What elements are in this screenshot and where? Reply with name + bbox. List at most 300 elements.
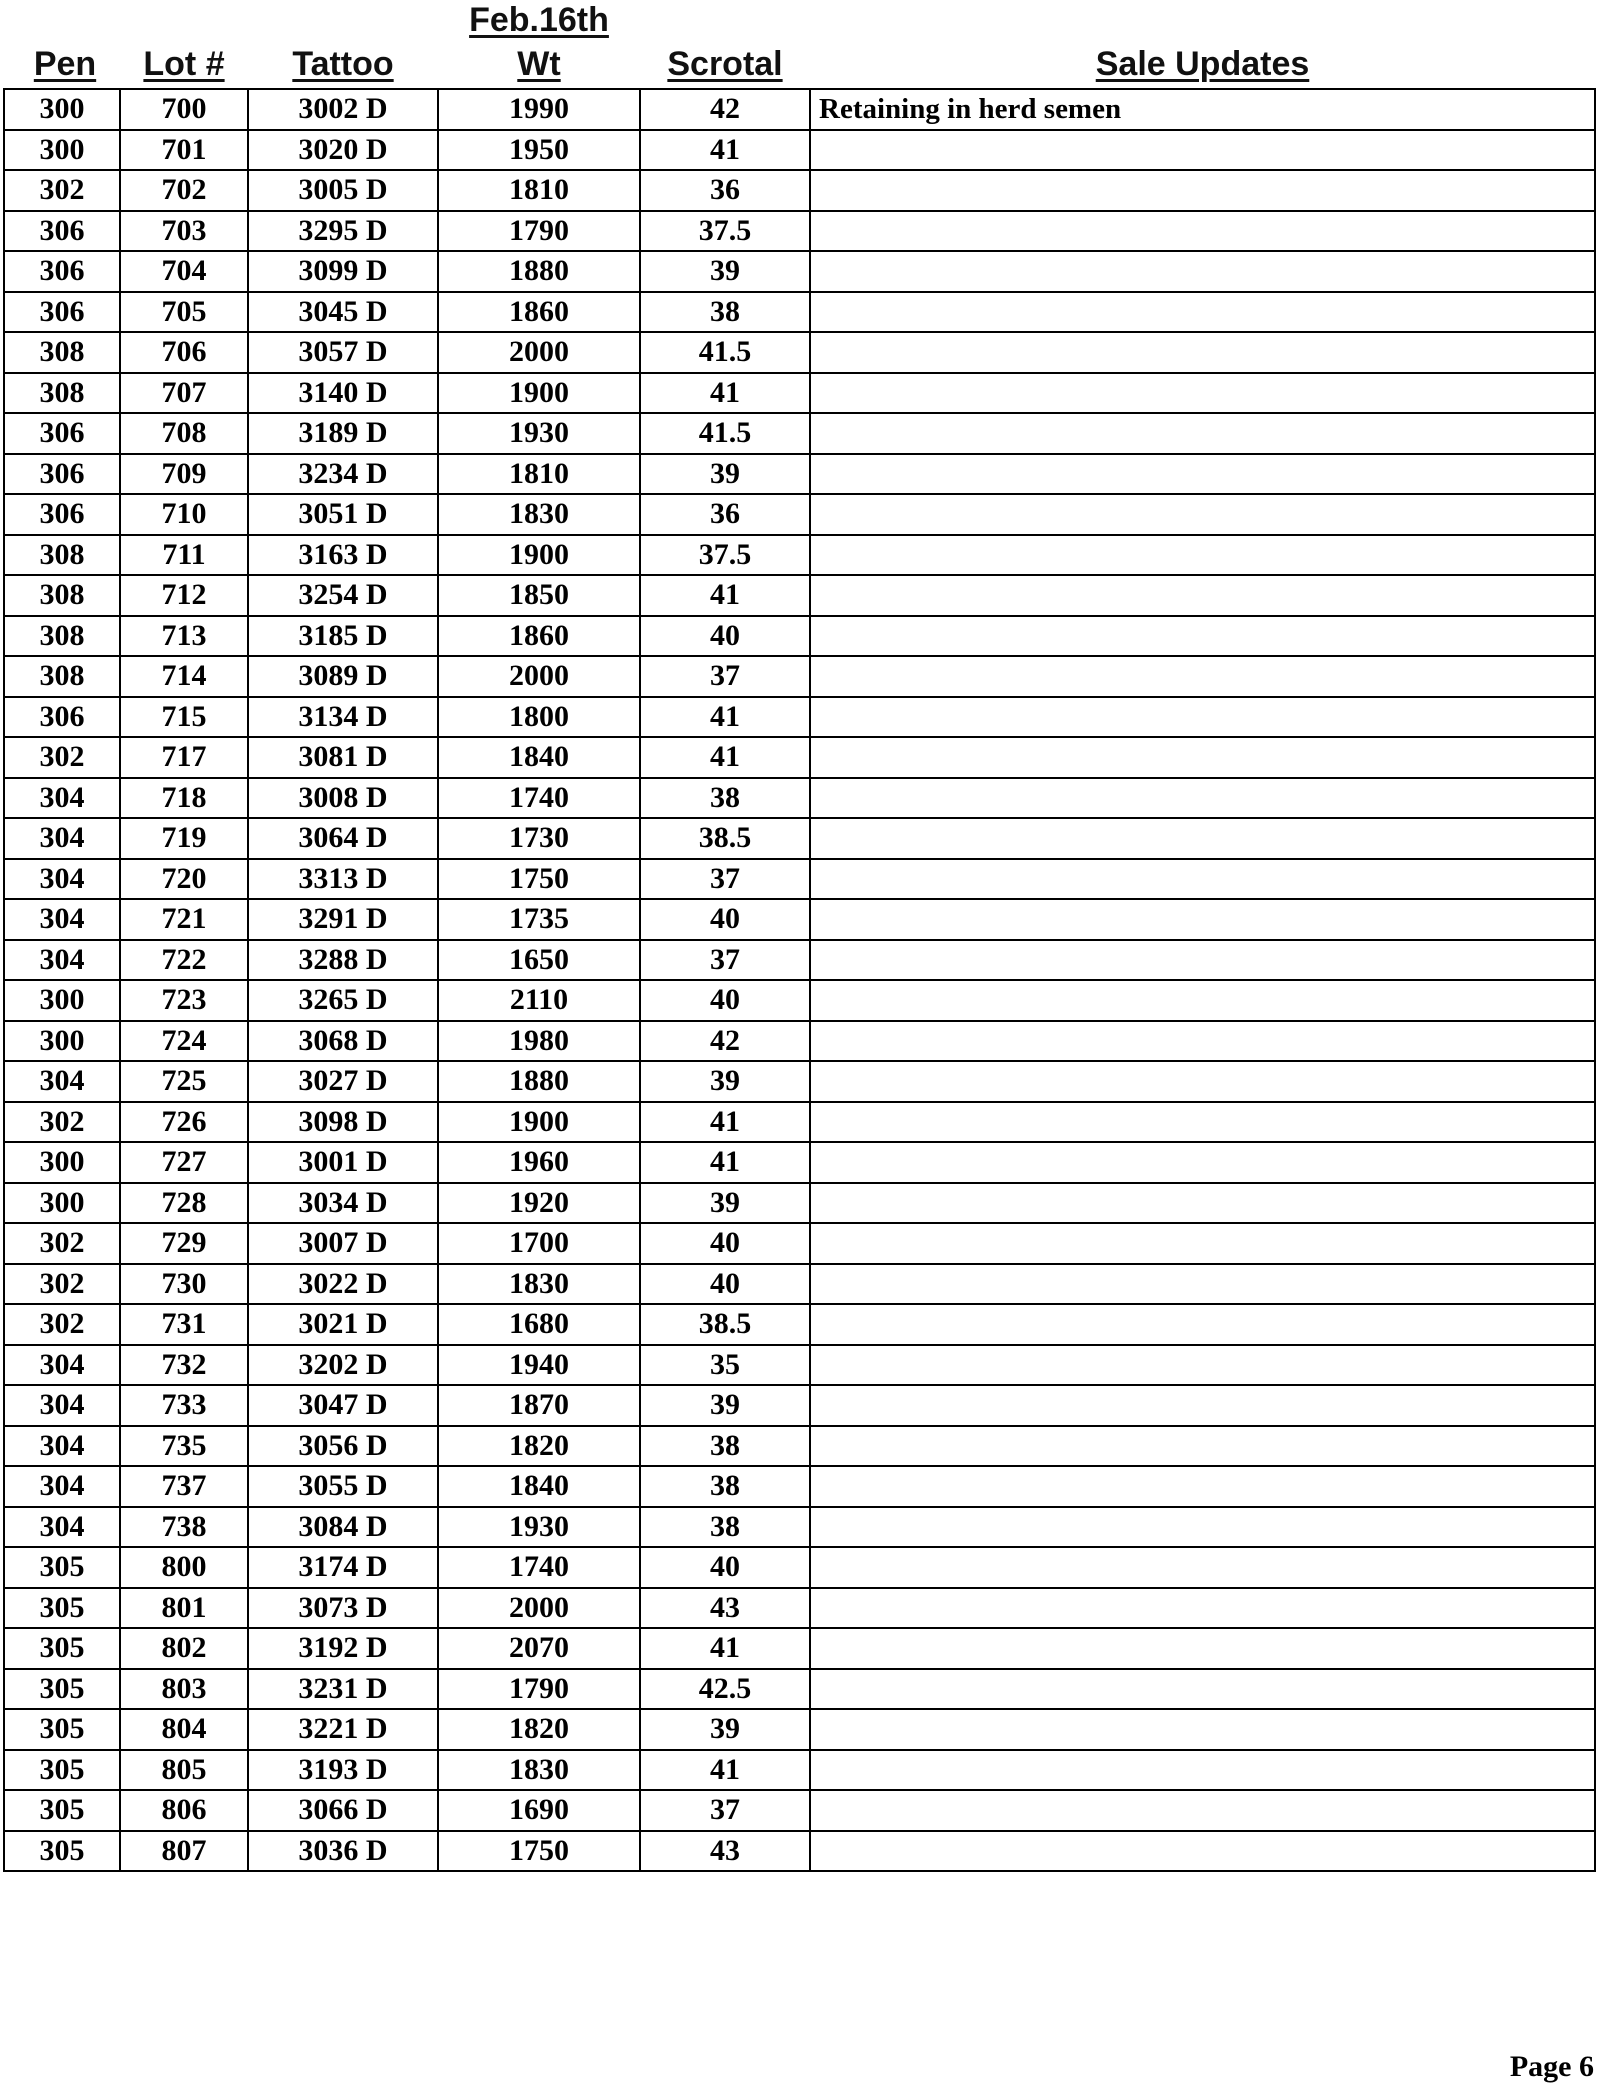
lot-cell: 806 [120, 1790, 248, 1831]
weight-cell: 1740 [438, 778, 640, 819]
scrotal-cell: 41.5 [640, 413, 810, 454]
pen-cell: 308 [4, 656, 120, 697]
weight-cell: 1850 [438, 575, 640, 616]
table-row [4, 170, 1595, 211]
table-row [4, 1709, 1595, 1750]
scrotal-cell: 37 [640, 940, 810, 981]
lot-cell: 710 [120, 494, 248, 535]
weight-cell: 1900 [438, 373, 640, 414]
tattoo-cell: 3073 D [248, 1588, 438, 1629]
lot-cell: 726 [120, 1102, 248, 1143]
pen-cell: 306 [4, 251, 120, 292]
scrotal-cell: 38 [640, 292, 810, 333]
sale-update-cell [810, 1750, 1595, 1791]
weight-cell: 1880 [438, 251, 640, 292]
tattoo-cell: 3057 D [248, 332, 438, 373]
table-row [4, 616, 1595, 657]
sale-update-cell [810, 1507, 1595, 1548]
tattoo-cell: 3192 D [248, 1628, 438, 1669]
weight-cell: 1860 [438, 292, 640, 333]
scrotal-cell: 39 [640, 1061, 810, 1102]
table-row [4, 1223, 1595, 1264]
sale-update-cell [810, 1385, 1595, 1426]
sale-update-cell [810, 1183, 1595, 1224]
tattoo-cell: 3291 D [248, 899, 438, 940]
table-row [4, 737, 1595, 778]
pen-cell: 302 [4, 737, 120, 778]
sale-update-cell [810, 940, 1595, 981]
pen-cell: 306 [4, 454, 120, 495]
weight-cell: 1810 [438, 170, 640, 211]
scrotal-cell: 39 [640, 454, 810, 495]
lot-cell: 714 [120, 656, 248, 697]
tattoo-cell: 3234 D [248, 454, 438, 495]
tattoo-cell: 3134 D [248, 697, 438, 738]
weight-cell: 1840 [438, 1466, 640, 1507]
pen-cell: 300 [4, 1021, 120, 1062]
tattoo-cell: 3313 D [248, 859, 438, 900]
weight-cell: 1735 [438, 899, 640, 940]
scrotal-cell: 40 [640, 980, 810, 1021]
tattoo-cell: 3045 D [248, 292, 438, 333]
scrotal-cell: 41 [640, 373, 810, 414]
weight-cell: 1930 [438, 413, 640, 454]
sale-update-cell [810, 1426, 1595, 1467]
table-row [4, 1547, 1595, 1588]
lot-cell: 729 [120, 1223, 248, 1264]
weight-cell: 2110 [438, 980, 640, 1021]
scrotal-cell: 37 [640, 1790, 810, 1831]
pen-cell: 304 [4, 899, 120, 940]
pen-cell: 308 [4, 616, 120, 657]
pen-cell: 304 [4, 1385, 120, 1426]
table-row [4, 251, 1595, 292]
table-row [4, 1061, 1595, 1102]
lot-cell: 728 [120, 1183, 248, 1224]
lot-cell: 711 [120, 535, 248, 576]
sale-update-cell [810, 1669, 1595, 1710]
table-row [4, 1264, 1595, 1305]
table-row [4, 1304, 1595, 1345]
weight-cell: 1900 [438, 1102, 640, 1143]
pen-cell: 304 [4, 1507, 120, 1548]
tattoo-cell: 3098 D [248, 1102, 438, 1143]
weight-cell: 1650 [438, 940, 640, 981]
sale-update-cell [810, 1304, 1595, 1345]
weight-cell: 1690 [438, 1790, 640, 1831]
lot-cell: 737 [120, 1466, 248, 1507]
weight-cell: 1830 [438, 1264, 640, 1305]
sale-update-cell [810, 1709, 1595, 1750]
table-row [4, 1426, 1595, 1467]
sale-update-cell [810, 1061, 1595, 1102]
sale-update-cell [810, 373, 1595, 414]
tattoo-cell: 3288 D [248, 940, 438, 981]
tattoo-cell: 3002 D [248, 89, 438, 130]
weight-cell: 1820 [438, 1426, 640, 1467]
lot-cell: 731 [120, 1304, 248, 1345]
table-row [4, 656, 1595, 697]
tattoo-cell: 3007 D [248, 1223, 438, 1264]
lot-cell: 804 [120, 1709, 248, 1750]
tattoo-cell: 3068 D [248, 1021, 438, 1062]
pen-cell: 304 [4, 1466, 120, 1507]
header-wt-date: Feb.16th [469, 1, 609, 39]
lot-cell: 738 [120, 1507, 248, 1548]
lot-cell: 713 [120, 616, 248, 657]
weight-cell: 1990 [438, 89, 640, 130]
pen-cell: 308 [4, 575, 120, 616]
tattoo-cell: 3081 D [248, 737, 438, 778]
pen-cell: 305 [4, 1547, 120, 1588]
pen-cell: 305 [4, 1669, 120, 1710]
tattoo-cell: 3221 D [248, 1709, 438, 1750]
sale-update-cell [810, 1102, 1595, 1143]
pen-cell: 305 [4, 1709, 120, 1750]
lot-cell: 708 [120, 413, 248, 454]
pen-cell: 302 [4, 1264, 120, 1305]
table-row [4, 373, 1595, 414]
weight-cell: 2070 [438, 1628, 640, 1669]
tattoo-cell: 3084 D [248, 1507, 438, 1548]
sale-update-cell [810, 1628, 1595, 1669]
table-row [4, 778, 1595, 819]
table-row [4, 1790, 1595, 1831]
tattoo-cell: 3265 D [248, 980, 438, 1021]
lot-cell: 709 [120, 454, 248, 495]
weight-cell: 1870 [438, 1385, 640, 1426]
sale-update-cell: Retaining in herd semen [810, 89, 1595, 130]
sale-update-cell [810, 170, 1595, 211]
weight-cell: 1840 [438, 737, 640, 778]
tattoo-cell: 3036 D [248, 1831, 438, 1872]
lot-cell: 702 [120, 170, 248, 211]
table-row [4, 859, 1595, 900]
table-body [4, 89, 1595, 1871]
pen-cell: 306 [4, 413, 120, 454]
tattoo-cell: 3202 D [248, 1345, 438, 1386]
pen-cell: 300 [4, 980, 120, 1021]
header-scrotal: Scrotal [667, 45, 783, 83]
scrotal-cell: 36 [640, 170, 810, 211]
table-row [4, 1466, 1595, 1507]
tattoo-cell: 3089 D [248, 656, 438, 697]
tattoo-cell: 3034 D [248, 1183, 438, 1224]
scrotal-cell: 37.5 [640, 535, 810, 576]
weight-cell: 1830 [438, 1750, 640, 1791]
weight-cell: 1830 [438, 494, 640, 535]
weight-cell: 1750 [438, 1831, 640, 1872]
tattoo-cell: 3231 D [248, 1669, 438, 1710]
lot-cell: 725 [120, 1061, 248, 1102]
weight-cell: 2000 [438, 656, 640, 697]
sale-update-cell [810, 1831, 1595, 1872]
pen-cell: 300 [4, 130, 120, 171]
table-row [4, 1669, 1595, 1710]
sale-update-cell [810, 697, 1595, 738]
pen-cell: 306 [4, 211, 120, 252]
lot-cell: 803 [120, 1669, 248, 1710]
lot-cell: 706 [120, 332, 248, 373]
scrotal-cell: 35 [640, 1345, 810, 1386]
scrotal-cell: 43 [640, 1588, 810, 1629]
table-row [4, 89, 1595, 130]
table-row [4, 332, 1595, 373]
weight-cell: 2000 [438, 1588, 640, 1629]
sale-update-cell [810, 859, 1595, 900]
scrotal-cell: 39 [640, 251, 810, 292]
tattoo-cell: 3066 D [248, 1790, 438, 1831]
pen-cell: 300 [4, 89, 120, 130]
weight-cell: 1700 [438, 1223, 640, 1264]
tattoo-cell: 3022 D [248, 1264, 438, 1305]
weight-cell: 1820 [438, 1709, 640, 1750]
table-row [4, 1831, 1595, 1872]
scrotal-cell: 37 [640, 656, 810, 697]
weight-cell: 1680 [438, 1304, 640, 1345]
pen-cell: 305 [4, 1831, 120, 1872]
lot-cell: 703 [120, 211, 248, 252]
tattoo-cell: 3174 D [248, 1547, 438, 1588]
table-row [4, 130, 1595, 171]
lot-cell: 732 [120, 1345, 248, 1386]
header-wt: Wt [517, 45, 561, 83]
scrotal-cell: 40 [640, 1547, 810, 1588]
scrotal-cell: 37.5 [640, 211, 810, 252]
lot-cell: 735 [120, 1426, 248, 1467]
lot-cell: 724 [120, 1021, 248, 1062]
pen-cell: 308 [4, 332, 120, 373]
pen-cell: 304 [4, 940, 120, 981]
tattoo-cell: 3185 D [248, 616, 438, 657]
pen-cell: 302 [4, 1304, 120, 1345]
sale-update-cell [810, 818, 1595, 859]
weight-cell: 1940 [438, 1345, 640, 1386]
lot-cell: 700 [120, 89, 248, 130]
tattoo-cell: 3056 D [248, 1426, 438, 1467]
sale-update-cell [810, 737, 1595, 778]
weight-cell: 1960 [438, 1142, 640, 1183]
sale-update-cell [810, 1466, 1595, 1507]
scrotal-cell: 41.5 [640, 332, 810, 373]
table-row [4, 211, 1595, 252]
pen-cell: 302 [4, 1102, 120, 1143]
lot-cell: 718 [120, 778, 248, 819]
pen-cell: 305 [4, 1588, 120, 1629]
header-tattoo: Tattoo [292, 45, 394, 83]
lot-cell: 733 [120, 1385, 248, 1426]
table-row [4, 1142, 1595, 1183]
lot-cell: 800 [120, 1547, 248, 1588]
sale-update-cell [810, 616, 1595, 657]
header-lot: Lot # [143, 45, 225, 83]
scrotal-cell: 41 [640, 697, 810, 738]
tattoo-cell: 3193 D [248, 1750, 438, 1791]
pen-cell: 304 [4, 818, 120, 859]
weight-cell: 1730 [438, 818, 640, 859]
lot-cell: 721 [120, 899, 248, 940]
sale-update-cell [810, 1021, 1595, 1062]
table-row [4, 940, 1595, 981]
sale-update-cell [810, 899, 1595, 940]
pen-cell: 300 [4, 1183, 120, 1224]
lot-cell: 722 [120, 940, 248, 981]
lot-cell: 807 [120, 1831, 248, 1872]
sale-update-cell [810, 1345, 1595, 1386]
scrotal-cell: 41 [640, 1142, 810, 1183]
pen-cell: 306 [4, 494, 120, 535]
pen-cell: 302 [4, 1223, 120, 1264]
table-row [4, 454, 1595, 495]
weight-cell: 1880 [438, 1061, 640, 1102]
page-number: Page 6 [1509, 2050, 1594, 2083]
header-pen: Pen [33, 45, 97, 83]
sale-update-cell [810, 211, 1595, 252]
table-row [4, 535, 1595, 576]
sale-update-cell [810, 1790, 1595, 1831]
tattoo-cell: 3295 D [248, 211, 438, 252]
scrotal-cell: 40 [640, 1264, 810, 1305]
tattoo-cell: 3140 D [248, 373, 438, 414]
table-row [4, 575, 1595, 616]
tattoo-cell: 3021 D [248, 1304, 438, 1345]
scrotal-cell: 37 [640, 859, 810, 900]
weight-cell: 1750 [438, 859, 640, 900]
scrotal-cell: 38 [640, 1507, 810, 1548]
lot-cell: 805 [120, 1750, 248, 1791]
scrotal-cell: 43 [640, 1831, 810, 1872]
table-row [4, 1102, 1595, 1143]
scrotal-cell: 41 [640, 1628, 810, 1669]
scrotal-cell: 41 [640, 130, 810, 171]
weight-cell: 1980 [438, 1021, 640, 1062]
sale-update-cell [810, 332, 1595, 373]
tattoo-cell: 3027 D [248, 1061, 438, 1102]
bull-sale-table [3, 88, 1596, 1872]
table-row [4, 1345, 1595, 1386]
lot-cell: 730 [120, 1264, 248, 1305]
lot-cell: 720 [120, 859, 248, 900]
scrotal-cell: 42 [640, 89, 810, 130]
scrotal-cell: 40 [640, 899, 810, 940]
pen-cell: 300 [4, 1142, 120, 1183]
weight-cell: 1930 [438, 1507, 640, 1548]
sale-update-cell [810, 130, 1595, 171]
lot-cell: 712 [120, 575, 248, 616]
pen-cell: 304 [4, 1426, 120, 1467]
sale-update-cell [810, 292, 1595, 333]
pen-cell: 305 [4, 1790, 120, 1831]
sale-update-cell [810, 1588, 1595, 1629]
scrotal-cell: 40 [640, 616, 810, 657]
tattoo-cell: 3254 D [248, 575, 438, 616]
scrotal-cell: 41 [640, 1750, 810, 1791]
table-row [4, 1588, 1595, 1629]
scrotal-cell: 41 [640, 737, 810, 778]
pen-cell: 304 [4, 859, 120, 900]
sale-update-cell [810, 413, 1595, 454]
tattoo-cell: 3047 D [248, 1385, 438, 1426]
weight-cell: 1740 [438, 1547, 640, 1588]
header-sale-updates: Sale Updates [1095, 45, 1310, 83]
weight-cell: 1860 [438, 616, 640, 657]
weight-cell: 2000 [438, 332, 640, 373]
tattoo-cell: 3189 D [248, 413, 438, 454]
pen-cell: 306 [4, 292, 120, 333]
tattoo-cell: 3051 D [248, 494, 438, 535]
sale-update-cell [810, 778, 1595, 819]
sale-update-cell [810, 1264, 1595, 1305]
lot-cell: 704 [120, 251, 248, 292]
scrotal-cell: 38 [640, 778, 810, 819]
lot-cell: 802 [120, 1628, 248, 1669]
pen-cell: 308 [4, 373, 120, 414]
table-row [4, 697, 1595, 738]
tattoo-cell: 3099 D [248, 251, 438, 292]
weight-cell: 1810 [438, 454, 640, 495]
lot-cell: 723 [120, 980, 248, 1021]
scrotal-cell: 39 [640, 1385, 810, 1426]
tattoo-cell: 3008 D [248, 778, 438, 819]
scrotal-cell: 38.5 [640, 818, 810, 859]
scrotal-cell: 36 [640, 494, 810, 535]
table-row [4, 1628, 1595, 1669]
tattoo-cell: 3055 D [248, 1466, 438, 1507]
table-row [4, 1021, 1595, 1062]
sale-update-cell [810, 1547, 1595, 1588]
scrotal-cell: 42.5 [640, 1669, 810, 1710]
tattoo-cell: 3020 D [248, 130, 438, 171]
pen-cell: 304 [4, 1345, 120, 1386]
scrotal-cell: 38 [640, 1466, 810, 1507]
sale-update-cell [810, 454, 1595, 495]
table-row [4, 1385, 1595, 1426]
tattoo-cell: 3163 D [248, 535, 438, 576]
lot-cell: 715 [120, 697, 248, 738]
pen-cell: 305 [4, 1750, 120, 1791]
tattoo-cell: 3001 D [248, 1142, 438, 1183]
table-row [4, 1183, 1595, 1224]
scrotal-cell: 40 [640, 1223, 810, 1264]
sale-update-cell [810, 1142, 1595, 1183]
scrotal-cell: 38 [640, 1426, 810, 1467]
pen-cell: 304 [4, 778, 120, 819]
table-row [4, 1750, 1595, 1791]
weight-cell: 1920 [438, 1183, 640, 1224]
lot-cell: 801 [120, 1588, 248, 1629]
pen-cell: 306 [4, 697, 120, 738]
weight-cell: 1900 [438, 535, 640, 576]
sale-update-cell [810, 535, 1595, 576]
lot-cell: 701 [120, 130, 248, 171]
table-row [4, 980, 1595, 1021]
weight-cell: 1800 [438, 697, 640, 738]
sale-update-cell [810, 980, 1595, 1021]
tattoo-cell: 3005 D [248, 170, 438, 211]
pen-cell: 305 [4, 1628, 120, 1669]
lot-cell: 717 [120, 737, 248, 778]
weight-cell: 1790 [438, 1669, 640, 1710]
table-row [4, 292, 1595, 333]
weight-cell: 1950 [438, 130, 640, 171]
scrotal-cell: 38.5 [640, 1304, 810, 1345]
tattoo-cell: 3064 D [248, 818, 438, 859]
pen-cell: 308 [4, 535, 120, 576]
scrotal-cell: 39 [640, 1183, 810, 1224]
table-row [4, 899, 1595, 940]
table-row [4, 1507, 1595, 1548]
lot-cell: 705 [120, 292, 248, 333]
